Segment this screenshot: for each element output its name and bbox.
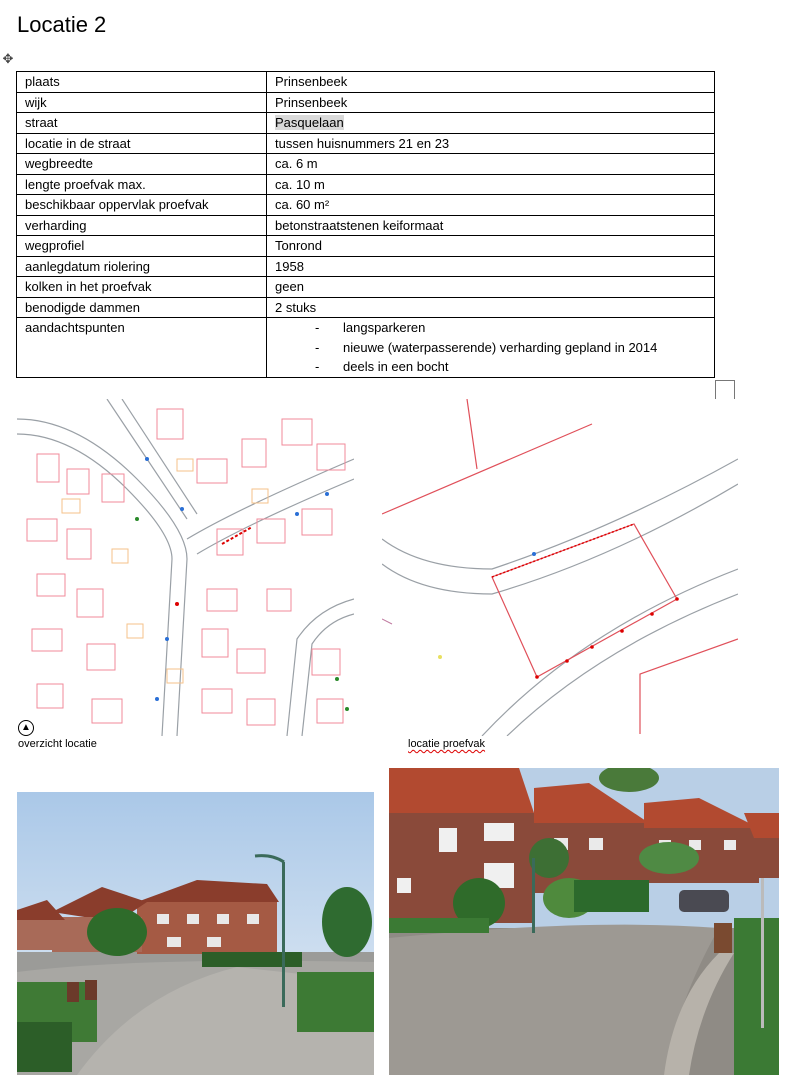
table-row bbox=[17, 215, 715, 236]
row-value: ca. 10 m bbox=[267, 174, 715, 195]
detail-map bbox=[382, 399, 738, 736]
row-key: aanlegdatum riolering bbox=[17, 256, 267, 277]
caption-text: locatie proefvak bbox=[408, 738, 486, 750]
row-key: wegprofiel bbox=[17, 236, 267, 257]
location-properties-table bbox=[16, 71, 715, 378]
row-key: plaats bbox=[17, 72, 267, 93]
row-key: beschikbaar oppervlak proefvak bbox=[17, 195, 267, 216]
row-value: Prinsenbeek bbox=[267, 92, 715, 113]
table-row bbox=[17, 113, 715, 134]
row-value: Prinsenbeek bbox=[267, 72, 715, 93]
table-row bbox=[17, 133, 715, 154]
row-key: wijk bbox=[17, 92, 267, 113]
table-row bbox=[17, 256, 715, 277]
table-row bbox=[17, 236, 715, 257]
row-value: betonstraatstenen keiformaat bbox=[267, 215, 715, 236]
notes-list bbox=[275, 318, 706, 377]
list-item: - langsparkeren bbox=[315, 318, 706, 338]
row-key: kolken in het proefvak bbox=[17, 277, 267, 298]
row-value: Tonrond bbox=[267, 236, 715, 257]
row-key: wegbreedte bbox=[17, 154, 267, 175]
row-key: locatie in de straat bbox=[17, 133, 267, 154]
row-value: 2 stuks bbox=[267, 297, 715, 318]
overview-map-caption: overzicht locatie bbox=[18, 738, 97, 750]
list-item: - nieuwe (waterpasserende) verharding gepland in 2014 bbox=[315, 338, 706, 358]
table-row bbox=[17, 297, 715, 318]
page-title: Locatie 2 bbox=[17, 12, 107, 37]
row-value bbox=[267, 318, 715, 378]
table-move-handle-icon[interactable]: ✥ bbox=[2, 51, 14, 66]
table-row bbox=[17, 92, 715, 113]
overview-map bbox=[17, 399, 354, 736]
row-value: geen bbox=[267, 277, 715, 298]
table-resize-handle[interactable] bbox=[715, 380, 735, 400]
table-row bbox=[17, 195, 715, 216]
table-row bbox=[17, 72, 715, 93]
table-row bbox=[17, 277, 715, 298]
north-arrow-icon: ▲ bbox=[18, 720, 34, 736]
table-row bbox=[17, 174, 715, 195]
row-value: ca. 60 m² bbox=[267, 195, 715, 216]
row-key: lengte proefvak max. bbox=[17, 174, 267, 195]
row-key: verharding bbox=[17, 215, 267, 236]
row-value: tussen huisnummers 21 en 23 bbox=[267, 133, 715, 154]
selected-text[interactable]: Pasquelaan bbox=[275, 115, 344, 130]
row-value: ca. 6 m bbox=[267, 154, 715, 175]
street-photo-1 bbox=[17, 792, 374, 1075]
row-value: 1958 bbox=[267, 256, 715, 277]
table-row bbox=[17, 154, 715, 175]
row-key: benodigde dammen bbox=[17, 297, 267, 318]
list-item: - deels in een bocht bbox=[315, 357, 706, 377]
row-key: aandachtspunten bbox=[17, 318, 267, 378]
table-row bbox=[17, 318, 715, 378]
row-value bbox=[267, 113, 715, 134]
row-key: straat bbox=[17, 113, 267, 134]
street-photo-2 bbox=[389, 768, 779, 1075]
detail-map-caption bbox=[408, 738, 485, 750]
